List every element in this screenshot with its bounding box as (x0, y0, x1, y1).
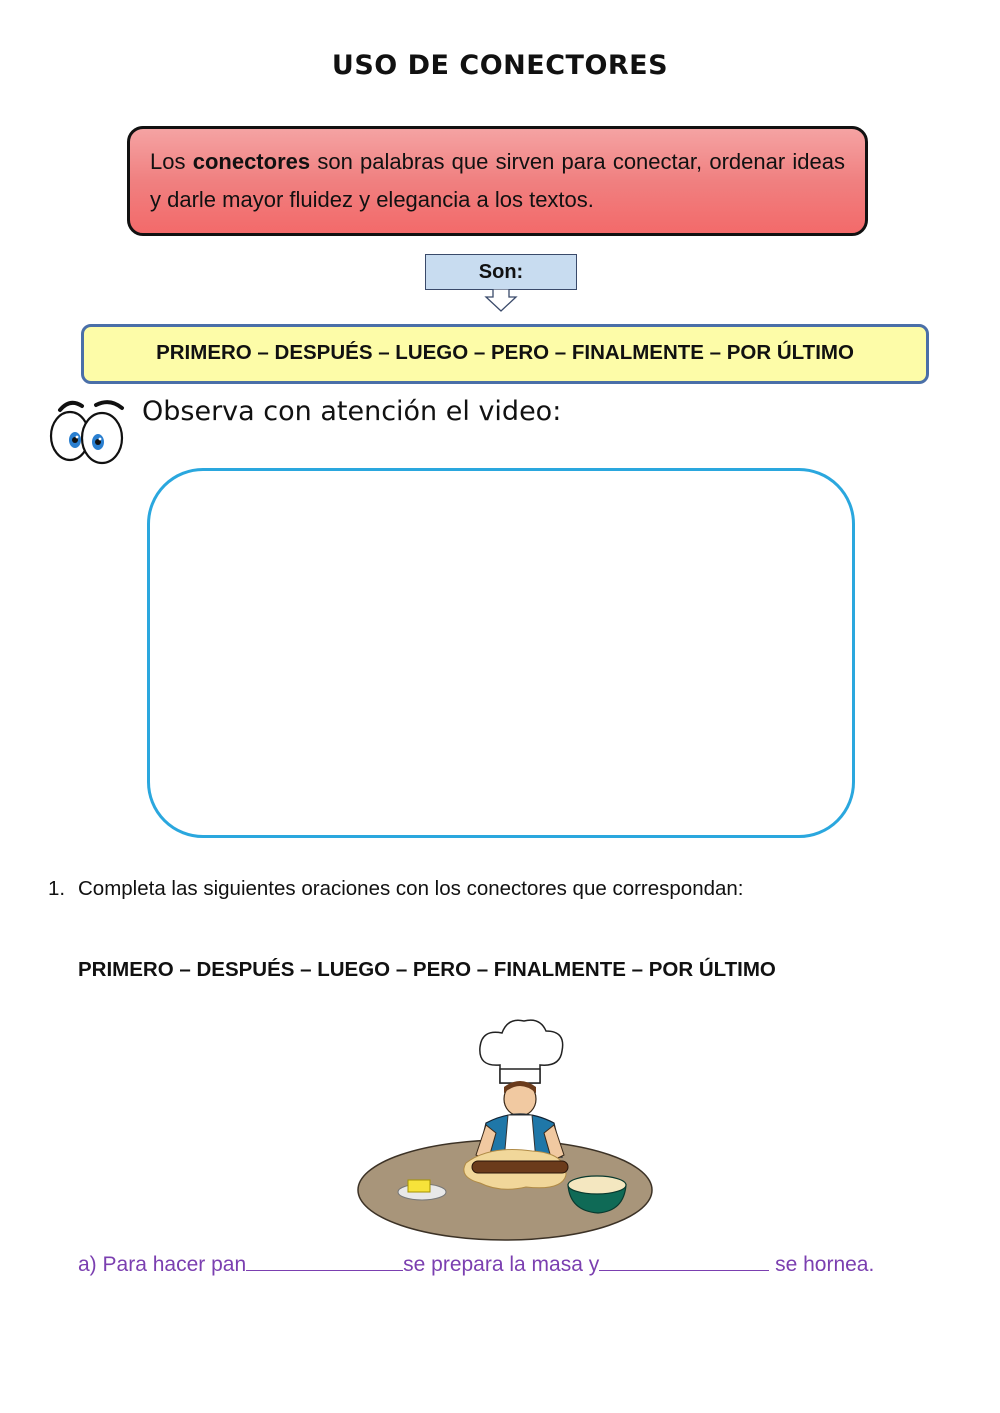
instruction-number: 1. (48, 877, 66, 900)
exercise-a-label: a) (78, 1253, 97, 1276)
page-title: USO DE CONECTORES (331, 50, 669, 81)
exercise-a-text-2: se prepara la masa y (403, 1253, 600, 1276)
definition-keyword: conectores (192, 149, 311, 174)
exercise-a-text-3: se hornea. (769, 1253, 875, 1276)
arrow-down-icon (484, 289, 518, 313)
instruction-text: Completa las siguientes oraciones con los conectores que correspondan: (78, 877, 744, 900)
connectors-list: PRIMERO – DESPUÉS – LUEGO – PERO – FINALMENTE – POR ÚLTIMO (78, 958, 776, 981)
video-frame[interactable] (147, 468, 855, 838)
blank-input-1[interactable] (246, 1252, 403, 1271)
exercise-a-text-1: Para hacer pan (102, 1253, 247, 1276)
observe-heading: Observa con atención el video: (142, 396, 562, 427)
definition-text-end: son palabras que sirven para conectar, ordenar ideas y darle mayor fluidez y elegancia a los textos. (150, 149, 845, 212)
exercise-a (78, 1252, 874, 1277)
eyes-icon (46, 396, 128, 468)
son-label-box: Son: (425, 254, 577, 290)
definition-box (127, 126, 868, 236)
blank-input-2[interactable] (599, 1252, 769, 1271)
connectors-box: PRIMERO – DESPUÉS – LUEGO – PERO – FINALMENTE – POR ÚLTIMO (81, 324, 929, 384)
definition-text-start: Los (150, 149, 193, 174)
chef-illustration (340, 1005, 660, 1245)
instruction (48, 877, 744, 901)
